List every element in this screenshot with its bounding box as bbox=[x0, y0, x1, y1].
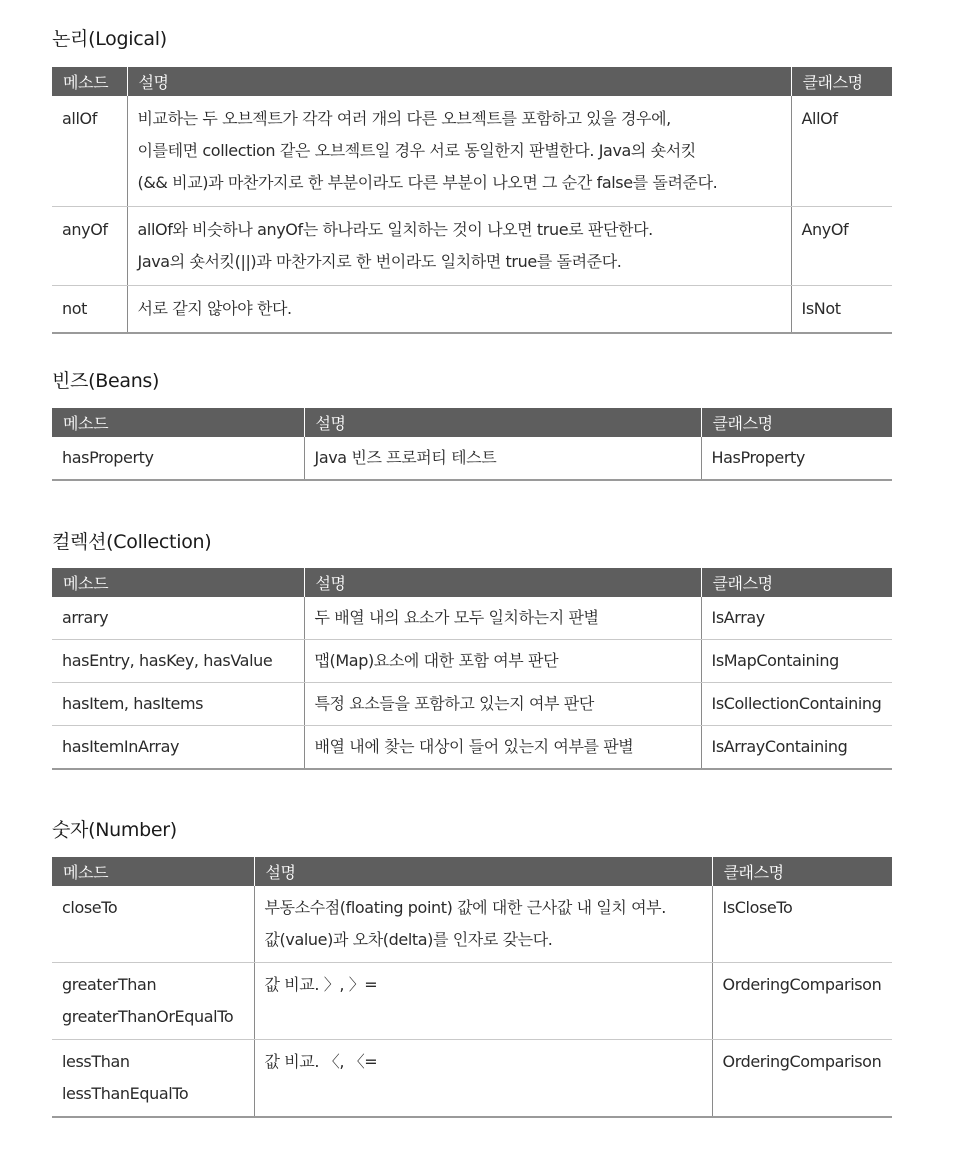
header-method: 메소드 bbox=[52, 568, 304, 597]
description-line: 배열 내에 찾는 대상이 들어 있는지 여부를 판별 bbox=[314, 737, 634, 756]
description-cell bbox=[304, 437, 701, 480]
table-row bbox=[52, 96, 892, 207]
method-cell: hasProperty bbox=[52, 437, 304, 480]
description-cell bbox=[304, 597, 701, 640]
description-cell bbox=[127, 207, 791, 286]
table-header-row bbox=[52, 857, 892, 886]
method-cell: anyOf bbox=[52, 207, 127, 286]
header-method: 메소드 bbox=[52, 857, 254, 886]
description-line: 맵(Map)요소에 대한 포함 여부 판단 bbox=[314, 651, 559, 670]
method-cell: hasItemInArray bbox=[52, 726, 304, 770]
header-class-name: 클래스명 bbox=[791, 67, 892, 96]
method-cell: not bbox=[52, 286, 127, 334]
beans-table bbox=[52, 408, 892, 481]
class-cell: AnyOf bbox=[791, 207, 892, 286]
description-line: 두 배열 내의 요소가 모두 일치하는지 판별 bbox=[314, 608, 599, 627]
description-line: allOf와 비슷하나 anyOf는 하나라도 일치하는 것이 나오면 true로 판단한다. bbox=[137, 220, 653, 239]
header-class-name: 클래스명 bbox=[701, 568, 892, 597]
description-line: Java 빈즈 프로퍼티 테스트 bbox=[314, 448, 497, 467]
table-header-row bbox=[52, 568, 892, 597]
method-cell: hasEntry, hasKey, hasValue bbox=[52, 640, 304, 683]
header-description: 설명 bbox=[254, 857, 712, 886]
description-line: 부동소수점(floating point) 값에 대한 근사값 내 일치 여부. bbox=[264, 898, 666, 917]
collection-table bbox=[52, 568, 892, 770]
description-line: 값(value)과 오차(delta)를 인자로 갖는다. bbox=[264, 930, 553, 949]
class-cell: AllOf bbox=[791, 96, 892, 207]
table-row bbox=[52, 437, 892, 480]
table-row bbox=[52, 207, 892, 286]
table-row bbox=[52, 1040, 892, 1118]
description-line: 비교하는 두 오브젝트가 각각 여러 개의 다른 오브젝트를 포함하고 있을 경우에, bbox=[137, 109, 671, 128]
method-line: greaterThan bbox=[62, 975, 157, 994]
logical-table bbox=[52, 67, 892, 334]
description-cell bbox=[304, 683, 701, 726]
table-row bbox=[52, 726, 892, 770]
description-cell bbox=[254, 886, 712, 963]
class-cell: IsCloseTo bbox=[712, 886, 892, 963]
description-line: Java의 숏서킷(||)과 마찬가지로 한 번이라도 일치하면 true를 돌려준다. bbox=[137, 252, 622, 271]
section-title-beans: 빈즈(Beans) bbox=[52, 370, 160, 392]
method-cell bbox=[52, 1040, 254, 1118]
description-line: 이를테면 collection 같은 오브젝트일 경우 서로 동일한지 판별한다. Java의 숏서킷 bbox=[137, 141, 696, 160]
description-line: 서로 같지 않아야 한다. bbox=[137, 299, 292, 318]
section-title-number: 숫자(Number) bbox=[52, 819, 177, 841]
description-line: 값 비교. 〉, 〉= bbox=[264, 975, 378, 994]
method-line: closeTo bbox=[62, 898, 118, 917]
header-description: 설명 bbox=[127, 67, 791, 96]
description-cell bbox=[304, 640, 701, 683]
table-header-row bbox=[52, 408, 892, 437]
table-row bbox=[52, 640, 892, 683]
header-method: 메소드 bbox=[52, 408, 304, 437]
description-cell bbox=[127, 96, 791, 207]
section-title-collection: 컬렉션(Collection) bbox=[52, 531, 212, 553]
table-header-row bbox=[52, 67, 892, 96]
method-cell bbox=[52, 886, 254, 963]
description-line: (&& 비교)과 마찬가지로 한 부분이라도 다른 부분이 나오면 그 순간 false를 돌려준다. bbox=[137, 173, 718, 192]
table-row bbox=[52, 683, 892, 726]
description-cell bbox=[127, 286, 791, 334]
section-title-logical: 논리(Logical) bbox=[52, 28, 167, 50]
class-cell: OrderingComparison bbox=[712, 963, 892, 1040]
table-row bbox=[52, 886, 892, 963]
class-cell: HasProperty bbox=[701, 437, 892, 480]
class-cell: IsCollectionContaining bbox=[701, 683, 892, 726]
number-table bbox=[52, 857, 892, 1118]
table-row bbox=[52, 286, 892, 334]
method-cell bbox=[52, 963, 254, 1040]
header-description: 설명 bbox=[304, 568, 701, 597]
description-cell bbox=[304, 726, 701, 770]
method-line: lessThanEqualTo bbox=[62, 1084, 189, 1103]
method-line: greaterThanOrEqualTo bbox=[62, 1007, 234, 1026]
description-line: 값 비교. 〈, 〈= bbox=[264, 1052, 378, 1071]
table-row bbox=[52, 963, 892, 1040]
class-cell: IsArrayContaining bbox=[701, 726, 892, 770]
header-class-name: 클래스명 bbox=[701, 408, 892, 437]
table-row bbox=[52, 597, 892, 640]
class-cell: IsNot bbox=[791, 286, 892, 334]
header-class-name: 클래스명 bbox=[712, 857, 892, 886]
class-cell: IsArray bbox=[701, 597, 892, 640]
method-cell: allOf bbox=[52, 96, 127, 207]
method-cell: arrary bbox=[52, 597, 304, 640]
header-description: 설명 bbox=[304, 408, 701, 437]
class-cell: OrderingComparison bbox=[712, 1040, 892, 1118]
header-method: 메소드 bbox=[52, 67, 127, 96]
method-cell: hasItem, hasItems bbox=[52, 683, 304, 726]
description-cell bbox=[254, 963, 712, 1040]
description-cell bbox=[254, 1040, 712, 1118]
method-line: lessThan bbox=[62, 1052, 130, 1071]
description-line: 특정 요소들을 포함하고 있는지 여부 판단 bbox=[314, 694, 594, 713]
class-cell: IsMapContaining bbox=[701, 640, 892, 683]
